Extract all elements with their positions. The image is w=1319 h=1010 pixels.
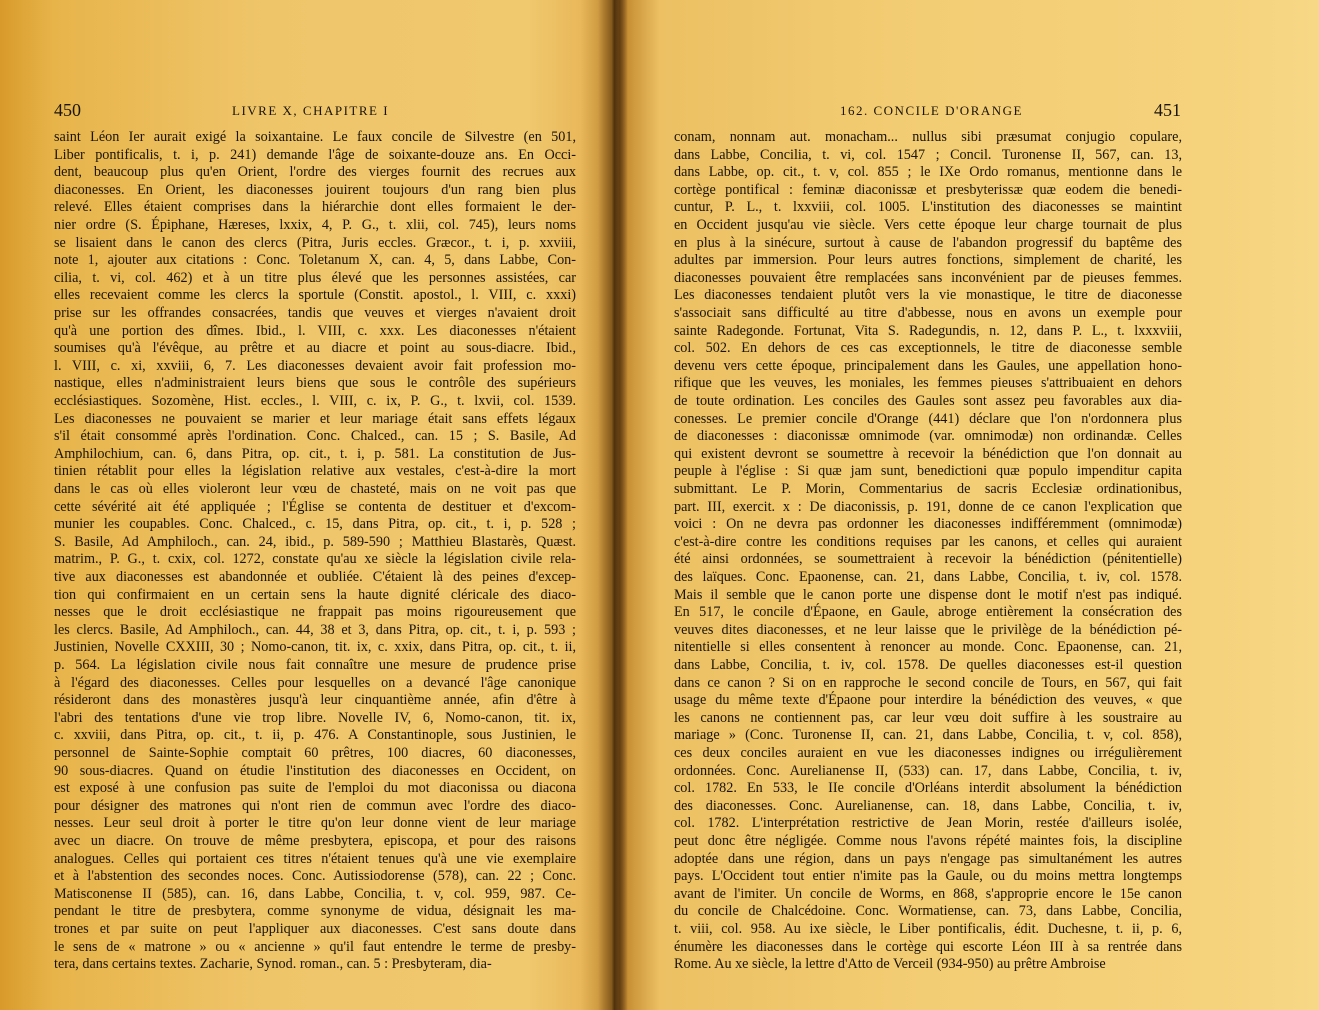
- left-page-text-line: Matisconense II (585), can. 16, dans Labbe, Concilia, t. v, col. 959, 987. Ce-: [54, 885, 576, 902]
- right-page-text-line: cortège pontifical : feminæ diaconissæ et presbyterissæ quæ eodem die benedi-: [674, 181, 1182, 198]
- left-page-text-line: se lisaient dans le canon des clercs (Pitra, Juris eccles. Græcor., t. i, p. xxviii,: [54, 234, 576, 251]
- left-page-text-line: matrim., P. G., t. cxix, col. 1272, constate qu'au xe siècle la législation civile rela-: [54, 551, 576, 568]
- left-page-text-line: personnel de Sainte-Sophie comptait 60 prêtres, 100 diacres, 60 diaconesses,: [54, 745, 576, 761]
- right-page-text-line: en plus à la sinécure, surtout à cause de l'abandon progressif du baptême des: [674, 234, 1182, 251]
- left-page-text-line: soumises qu'à l'évêque, au prêtre et au diacre et point au sous-diacre. Ibid.,: [54, 340, 576, 357]
- left-page-text-line: trones et par suite on peut l'appliquer aux diaconesses. C'est sans doute dans: [54, 921, 576, 937]
- right-page-text-line: ces deux conciles auraient en vue les diaconesses indignes ou irrégulièrement: [674, 745, 1182, 761]
- right-page-text-line: Rome. Au xe siècle, la lettre d'Atto de Verceil (934-950) au prêtre Ambroise: [674, 956, 1106, 973]
- left-page-text-line: tion qui confirmaient en un certain sens la haute dignité cléricale des diaco-: [54, 586, 576, 603]
- left-page-text-line: prise sur les offrandes consacrées, tandis que veuves et vierges n'avaient droit: [54, 305, 576, 321]
- right-page-text-line: énumère les diaconesses dans le cortège qui escorte Léon III à sa rentrée dans: [674, 938, 1182, 955]
- right-page-text-line: pays. L'Occident tout entier n'imite pas la Gaule, ou du moins mettra longtemps: [674, 868, 1182, 885]
- left-page-text-line: Amphilochium, can. 6, dans Pitra, op. cit., t. i, p. 581. La constitution de Jus-: [54, 445, 576, 462]
- left-page-text-line: Les diaconesses ne pouvaient se marier et leur mariage était sans effets légaux: [54, 410, 576, 427]
- right-page-text-line: submittant. Le P. Morin, Commentarius de sacris Ecclesiæ ordinationibus,: [674, 481, 1182, 497]
- right-page-text-line: dans ce canon ? Si on en rapproche le second concile de Tours, en 567, qui fait: [674, 674, 1182, 691]
- right-page-text-line: veuves dites diaconesses, et ne leur laisse que le privilège de la bénédiction pé-: [674, 621, 1182, 638]
- left-page-text-line: à l'égard des diaconesses. Celles pour lesquelles on a devancé l'âge canonique: [54, 674, 576, 691]
- right-page-text-line: de toute ordination. Les conciles des Gaules sont assez peu favorables aux dia-: [674, 393, 1182, 409]
- left-page-text-line: note 1, ajouter aux citations : Conc. Toletanum X, can. 4, 5, dans Labbe, Con-: [54, 252, 576, 269]
- right-page-text-line: adultes par immersion. Pour leurs autres fonctions, simplement de charité, les: [674, 252, 1182, 269]
- left-page-text-line: nastique, elles n'administraient leurs biens que sous le contrôle des supérieurs: [54, 375, 576, 392]
- right-page-text-line: avant de l'imiter. Un concile de Worms, en 868, s'approprie encore le 15e canon: [674, 885, 1182, 902]
- left-page-text-line: p. 564. La législation civile nous fait connaître une mesure de prudence prise: [54, 657, 576, 673]
- left-page-text-line: munier les coupables. Conc. Chalced., c. 15, dans Pitra, op. cit., t. i, p. 528 ;: [54, 516, 576, 533]
- left-page-text-line: le sens de « matrone » ou « ancienne » qu'il faut entendre le terme de presby-: [54, 938, 576, 955]
- right-page-text-line: c'est-à-dire contre les conditions requises par les canons, et celles qui auraient: [674, 533, 1182, 550]
- left-page-text-line: nesses. Leur seul droit à porter le titre qu'on leur donne vient de leur mariage: [54, 815, 576, 832]
- right-page-text-line: diaconesses pouvaient être remplacées sans inconvénient par de pieuses femmes.: [674, 269, 1182, 286]
- right-page-text-line: dans Labbe, Concilia, t. vi, col. 1547 ; Concil. Turonense II, 567, can. 13,: [674, 146, 1182, 163]
- left-page-text-line: dans le cas où elles violeront leur vœu de chasteté, mais on ne voit pas que: [54, 481, 576, 497]
- right-page-text-line: des laïques. Conc. Epaonense, can. 21, dans Labbe, Concilia, t. iv, col. 1578.: [674, 569, 1182, 585]
- left-page-text-line: s'il était consommé après l'ordination. Conc. Chalced., can. 15 ; S. Basile, Ad: [54, 428, 576, 445]
- left-page-text-line: tinien rétablit pour elles la législation relative aux vestales, c'est-à-dire la mort: [54, 463, 576, 480]
- right-page-text-line: En 517, le concile d'Épaone, en Gaule, abroge entièrement la consécration des: [674, 604, 1182, 621]
- left-page-text-line: l'abri des tentations d'une vie trop libre. Novelle IV, 6, Nomo-canon, tit. ix,: [54, 709, 576, 726]
- left-page-number: 450: [54, 100, 81, 120]
- right-page-text-line: col. 1782. L'interprétation restrictive de Jean Morin, restée d'ailleurs isolée,: [674, 815, 1182, 832]
- right-page-text-line: qui existent devront se soumettre à recevoir la bénédiction que l'on donnait au: [674, 445, 1182, 462]
- left-page-text-line: analogues. Celles qui portaient ces titres n'étaient tenues qu'à une vie exemplaire: [54, 850, 576, 867]
- right-page-text-line: part. III, exercit. x : De diaconissis, p. 191, donne de ce canon l'explication que: [674, 498, 1182, 515]
- left-page-text-line: tera, dans certains textes. Zacharie, Synod. roman., can. 5 : Presbyteram, dia-: [54, 956, 492, 973]
- left-page-text-line: ecclésiastiques. Sozomène, Hist. eccles., l. VIII, c. ix, P. G., t. lxvii, col. 1539.: [54, 393, 576, 409]
- right-page-text-line: conesses. Le premier concile d'Orange (441) déclare que l'on n'ordonnera plus: [674, 410, 1182, 427]
- left-page-text-line: pendant le titre de presbytera, comme synonyme de vidua, désignait les ma-: [54, 903, 576, 920]
- left-page-text-line: saint Léon Ier aurait exigé la soixantaine. Le faux concile de Silvestre (en 501,: [54, 129, 576, 145]
- right-page-text-line: voici : On ne devra pas ordonner les diaconesses indifféremment (omnimodæ): [674, 516, 1182, 533]
- left-running-head: LIVRE X, CHAPITRE I: [232, 103, 390, 118]
- left-page-text-line: tive aux diaconesses est abandonnée et oubliée. C'étaient là des peines d'excep-: [54, 569, 576, 585]
- right-page-text-line: s'associait sans difficulté au titre d'abbesse, nous en avons un exemple pour: [674, 305, 1182, 321]
- left-page-text-line: c. xxviii, dans Pitra, op. cit., t. ii, p. 476. A Constantinople, sous Justinien, le: [54, 727, 576, 744]
- right-page-text-line: sainte Radegonde. Fortunat, Vita S. Radegundis, n. 12, dans P. L., t. lxxxviii,: [674, 322, 1182, 339]
- right-page-text-line: t. viii, col. 958. Au ixe siècle, le Liber pontificalis, édit. Duchesne, t. ii, p. 6,: [674, 921, 1182, 937]
- left-page-text-line: cette sévérité ait été appliquée ; l'Église se contenta de destituer et d'excom-: [54, 498, 576, 515]
- left-page-text-line: est exposé à une confusion pas suite de l'emploi du mot diaconissa ou diacona: [54, 780, 576, 797]
- right-page-text-line: devenu vers cette époque, principalement dans les Gaules, une appellation hono-: [674, 357, 1182, 374]
- right-page: [624, 0, 1319, 1010]
- right-page-text-line: ordonnées. Conc. Aurelianense II, (533) can. 17, dans Labbe, Concilia, t. iv,: [674, 762, 1182, 779]
- left-page-text-line: cilia, t. vi, col. 462) et à un titre plus élevé que les personnes assistées, car: [54, 269, 576, 286]
- right-page-text-line: peut donc être négligée. Comme nous l'avons répété maintes fois, la discipline: [674, 833, 1182, 849]
- right-page-header: [624, 100, 1319, 124]
- left-page-text-line: 90 sous-diacres. Quand on étudie l'institution des diaconesses en Occident, on: [54, 762, 576, 779]
- right-page-text-line: dans Labbe, Concilia, t. iv, col. 1578. De quelles diaconesses est-il question: [674, 657, 1182, 673]
- left-page-text-line: Justinien, Novelle CXXIII, 30 ; Nomo-canon, tit. ix, c. xxix, dans Pitra, op. cit., t. ii,: [54, 639, 576, 656]
- left-page-text-line: dent, beaucoup plus qu'en Orient, l'ordre des vierges fournit des recrues aux: [54, 164, 576, 181]
- left-page-header: [0, 100, 600, 124]
- right-page-text-line: mariage » (Conc. Turonense II, can. 21, dans Labbe, Concilia, t. v, col. 858),: [674, 727, 1182, 744]
- right-page-text-line: du concile de Chalcédoine. Conc. Wormatiense, can. 73, dans Labbe, Concilia,: [674, 903, 1182, 920]
- left-page-text-line: avec un diacre. On trouve de même presbytera, episcopa, et pour des raisons: [54, 833, 576, 849]
- right-page-text-line: en Occident jusqu'au vie siècle. Vers cette époque leur charge tournait de plus: [674, 217, 1182, 233]
- left-page: [0, 0, 600, 1010]
- right-page-text-line: col. 502. En dehors de ces cas exceptionnels, le titre de diaconesse semble: [674, 340, 1182, 357]
- right-page-text-line: des diaconesses. Conc. Aurelianense, can. 18, dans Labbe, Concilia, t. iv,: [674, 797, 1182, 814]
- left-page-text-line: nesses que le droit ecclésiastique ne frappait pas moins rigoureusement que: [54, 604, 576, 621]
- right-page-text-line: rifique que les veuves, les moniales, les femmes pieuses s'attribuaient en dehors: [674, 375, 1182, 392]
- right-page-text-line: dans Labbe, op. cit., t. v, col. 855 ; le IXe Ordo romanus, mentionne dans le: [674, 164, 1182, 181]
- right-page-text-line: usage du même texte d'Épaone pour interdire la bénédiction des veuves, « que: [674, 692, 1182, 709]
- right-page-text-line: peuple à l'église : Si quæ jam sunt, benedictioni quæ populo impenditur capita: [674, 463, 1182, 480]
- right-running-head: 162. CONCILE D'ORANGE: [840, 103, 1023, 118]
- right-page-number: 451: [1154, 100, 1181, 120]
- right-page-text-line: Les diaconesses tendaient plutôt vers la vie monastique, le titre de diaconesse: [674, 287, 1182, 304]
- left-page-text-line: S. Basile, Ad Amphiloch., can. 24, ibid., p. 589-590 ; Matthieu Blastarès, Quæst.: [54, 533, 576, 550]
- right-page-text-line: conam, nonnam aut. monacham... nullus sibi præsumat conjugio copulare,: [674, 129, 1182, 145]
- left-page-text-line: Liber pontificalis, t. i, p. 241) demande l'âge de soixante-douze ans. En Occi-: [54, 146, 576, 163]
- left-page-text-line: résideront dans des monastères jusqu'à leur cinquantième année, afin d'être à: [54, 692, 576, 709]
- left-page-text-line: diaconesses. En Orient, les diaconesses jouirent toujours d'un rang bien plus: [54, 181, 576, 198]
- right-page-text-line: de diaconesses : diaconissæ omnimode (var. omnimodæ) non ordinandæ. Celles: [674, 428, 1182, 445]
- right-page-text-line: nitentielle si elles consentent à renoncer au monde. Conc. Epaonense, can. 21,: [674, 639, 1182, 656]
- right-page-text-line: cuntur, P. L., t. lxxviii, col. 1005. L'institution des diaconesses se maintint: [674, 199, 1182, 216]
- left-page-text-line: relevé. Elles étaient comprises dans la hiérarchie dont elles formaient le der-: [54, 199, 576, 216]
- left-page-text-line: qu'à une portion des dîmes. Ibid., l. VIII, c. xxx. Les diaconesses n'étaient: [54, 322, 576, 339]
- left-page-text-line: elles recevaient comme les clercs la sportule (Constit. apostol., l. VIII, c. xxxi): [54, 287, 576, 304]
- left-page-text-line: les clercs. Basile, Ad Amphiloch., can. 44, 38 et 3, dans Pitra, op. cit., t. i, p. 593 ;: [54, 621, 576, 638]
- left-page-text-line: et à l'abstention des secondes noces. Conc. Autissiodorense (578), can. 22 ; Conc.: [54, 868, 576, 885]
- left-page-text-line: nier ordre (S. Épiphane, Hæreses, lxxix, 4, P. G., t. xlii, col. 745), leurs noms: [54, 217, 576, 233]
- right-page-text-line: les canons ne contiennent pas, car leur vœu doit suffire à les soustraire au: [674, 709, 1182, 726]
- left-page-text-line: pour désigner des matrones qui n'ont rien de commun avec l'ordre des diaco-: [54, 797, 576, 814]
- right-page-text-line: col. 1782. En 533, le IIe concile d'Orléans interdit absolument la bénédiction: [674, 780, 1182, 797]
- right-page-text-line: adoptée dans une région, dans un pays n'engage pas simultanément les autres: [674, 850, 1182, 867]
- right-page-text-line: été ainsi ordonnées, se soumettraient à recevoir la bénédiction (pénitentielle): [674, 551, 1182, 568]
- right-page-text-line: Mais il semble que le canon porte une dispense dont le motif n'est pas indiqué.: [674, 586, 1182, 603]
- left-page-text-line: l. VIII, c. xi, xxviii, 6, 7. Les diaconesses devaient avoir fait profession mo-: [54, 357, 576, 374]
